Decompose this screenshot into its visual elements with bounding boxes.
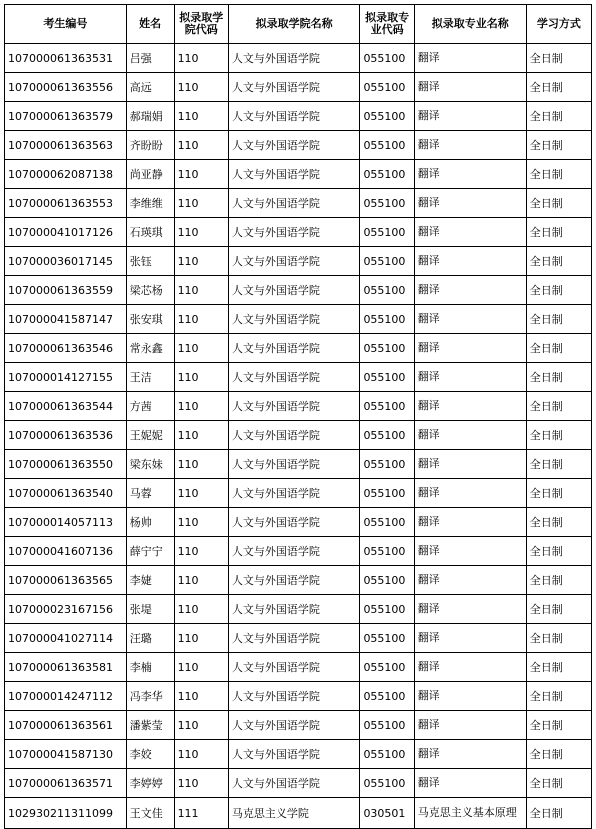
cell-major-name: 翻译 <box>414 276 526 305</box>
cell-college-code: 111 <box>174 798 228 829</box>
cell-candidate-id: 107000023167156 <box>5 595 127 624</box>
cell-study-mode: 全日制 <box>526 798 591 829</box>
cell-major-name: 翻译 <box>414 73 526 102</box>
cell-college-name: 人文与外国语学院 <box>228 653 360 682</box>
cell-college-name: 人文与外国语学院 <box>228 334 360 363</box>
header-major-name: 拟录取专业名称 <box>414 5 526 44</box>
table-row <box>5 276 592 305</box>
cell-major-name: 翻译 <box>414 218 526 247</box>
cell-candidate-id: 107000061363544 <box>5 392 127 421</box>
cell-college-code: 110 <box>174 247 228 276</box>
cell-major-code: 055100 <box>360 711 414 740</box>
table-row <box>5 479 592 508</box>
table-row <box>5 595 592 624</box>
cell-college-name: 人文与外国语学院 <box>228 566 360 595</box>
cell-major-code: 055100 <box>360 363 414 392</box>
cell-college-name: 人文与外国语学院 <box>228 160 360 189</box>
cell-college-code: 110 <box>174 102 228 131</box>
table-row <box>5 711 592 740</box>
cell-study-mode: 全日制 <box>526 305 591 334</box>
cell-name: 梁芯杨 <box>126 276 174 305</box>
cell-study-mode: 全日制 <box>526 508 591 537</box>
cell-major-code: 055100 <box>360 508 414 537</box>
cell-study-mode: 全日制 <box>526 624 591 653</box>
cell-college-code: 110 <box>174 769 228 798</box>
cell-major-code: 055100 <box>360 334 414 363</box>
cell-candidate-id: 107000061363550 <box>5 450 127 479</box>
header-row <box>5 5 592 44</box>
cell-candidate-id: 107000061363563 <box>5 131 127 160</box>
cell-college-name: 人文与外国语学院 <box>228 305 360 334</box>
cell-college-code: 110 <box>174 305 228 334</box>
cell-study-mode: 全日制 <box>526 595 591 624</box>
cell-major-name: 翻译 <box>414 682 526 711</box>
cell-name: 梁东妹 <box>126 450 174 479</box>
cell-major-code: 055100 <box>360 160 414 189</box>
cell-college-code: 110 <box>174 421 228 450</box>
cell-college-name: 人文与外国语学院 <box>228 44 360 73</box>
cell-study-mode: 全日制 <box>526 44 591 73</box>
cell-college-name: 人文与外国语学院 <box>228 247 360 276</box>
cell-study-mode: 全日制 <box>526 740 591 769</box>
header-major-code: 拟录取专业代码 <box>360 5 414 44</box>
cell-candidate-id: 107000061363546 <box>5 334 127 363</box>
cell-candidate-id: 107000014127155 <box>5 363 127 392</box>
cell-name: 王文佳 <box>126 798 174 829</box>
cell-candidate-id: 107000061363581 <box>5 653 127 682</box>
table-row <box>5 334 592 363</box>
cell-major-code: 055100 <box>360 44 414 73</box>
cell-name: 薛宁宁 <box>126 537 174 566</box>
cell-name: 李婷婷 <box>126 769 174 798</box>
cell-major-name: 翻译 <box>414 769 526 798</box>
cell-major-name: 翻译 <box>414 711 526 740</box>
cell-major-name: 翻译 <box>414 247 526 276</box>
cell-major-name: 翻译 <box>414 334 526 363</box>
cell-major-name: 翻译 <box>414 537 526 566</box>
table-row <box>5 537 592 566</box>
cell-college-name: 人文与外国语学院 <box>228 189 360 218</box>
table-row <box>5 247 592 276</box>
cell-name: 李楠 <box>126 653 174 682</box>
table-row <box>5 305 592 334</box>
header-college-name: 拟录取学院名称 <box>228 5 360 44</box>
table-body <box>5 44 592 829</box>
cell-college-code: 110 <box>174 450 228 479</box>
cell-major-name: 翻译 <box>414 305 526 334</box>
cell-study-mode: 全日制 <box>526 363 591 392</box>
cell-study-mode: 全日制 <box>526 769 591 798</box>
cell-college-code: 110 <box>174 595 228 624</box>
cell-study-mode: 全日制 <box>526 102 591 131</box>
table-row <box>5 769 592 798</box>
cell-major-name: 翻译 <box>414 131 526 160</box>
table-row <box>5 566 592 595</box>
cell-college-name: 人文与外国语学院 <box>228 624 360 653</box>
cell-college-name: 人文与外国语学院 <box>228 392 360 421</box>
cell-major-name: 翻译 <box>414 624 526 653</box>
cell-name: 张安琪 <box>126 305 174 334</box>
cell-major-name: 翻译 <box>414 363 526 392</box>
header-candidate-id: 考生编号 <box>5 5 127 44</box>
cell-college-code: 110 <box>174 363 228 392</box>
cell-candidate-id: 107000061363565 <box>5 566 127 595</box>
cell-name: 冯李华 <box>126 682 174 711</box>
cell-name: 汪璐 <box>126 624 174 653</box>
table-row <box>5 450 592 479</box>
table-row <box>5 363 592 392</box>
table-row <box>5 44 592 73</box>
cell-study-mode: 全日制 <box>526 276 591 305</box>
cell-major-name: 翻译 <box>414 653 526 682</box>
cell-candidate-id: 107000061363536 <box>5 421 127 450</box>
cell-name: 方茜 <box>126 392 174 421</box>
cell-major-name: 翻译 <box>414 508 526 537</box>
cell-major-code: 055100 <box>360 102 414 131</box>
cell-major-code: 055100 <box>360 479 414 508</box>
cell-major-code: 055100 <box>360 189 414 218</box>
cell-name: 张堤 <box>126 595 174 624</box>
cell-college-code: 110 <box>174 131 228 160</box>
cell-major-code: 055100 <box>360 421 414 450</box>
cell-major-name: 翻译 <box>414 160 526 189</box>
cell-study-mode: 全日制 <box>526 334 591 363</box>
cell-name: 王洁 <box>126 363 174 392</box>
cell-name: 常永鑫 <box>126 334 174 363</box>
cell-college-code: 110 <box>174 711 228 740</box>
cell-candidate-id: 107000041027114 <box>5 624 127 653</box>
cell-major-name: 翻译 <box>414 392 526 421</box>
cell-candidate-id: 107000061363553 <box>5 189 127 218</box>
cell-college-code: 110 <box>174 653 228 682</box>
cell-study-mode: 全日制 <box>526 392 591 421</box>
cell-name: 杨帅 <box>126 508 174 537</box>
cell-college-name: 人文与外国语学院 <box>228 769 360 798</box>
cell-study-mode: 全日制 <box>526 73 591 102</box>
cell-name: 高远 <box>126 73 174 102</box>
cell-college-code: 110 <box>174 566 228 595</box>
cell-college-name: 马克思主义学院 <box>228 798 360 829</box>
cell-college-name: 人文与外国语学院 <box>228 102 360 131</box>
cell-college-name: 人文与外国语学院 <box>228 450 360 479</box>
cell-college-code: 110 <box>174 73 228 102</box>
cell-major-code: 055100 <box>360 276 414 305</box>
cell-name: 张钰 <box>126 247 174 276</box>
cell-candidate-id: 107000014247112 <box>5 682 127 711</box>
cell-candidate-id: 107000061363556 <box>5 73 127 102</box>
cell-name: 石瑛琪 <box>126 218 174 247</box>
cell-major-code: 055100 <box>360 305 414 334</box>
cell-study-mode: 全日制 <box>526 653 591 682</box>
cell-major-code: 055100 <box>360 131 414 160</box>
cell-college-code: 110 <box>174 218 228 247</box>
cell-candidate-id: 107000041017126 <box>5 218 127 247</box>
cell-study-mode: 全日制 <box>526 479 591 508</box>
cell-candidate-id: 107000061363540 <box>5 479 127 508</box>
cell-study-mode: 全日制 <box>526 421 591 450</box>
cell-candidate-id: 102930211311099 <box>5 798 127 829</box>
table-row <box>5 421 592 450</box>
cell-major-code: 055100 <box>360 653 414 682</box>
cell-candidate-id: 107000041587130 <box>5 740 127 769</box>
table-row <box>5 160 592 189</box>
cell-candidate-id: 107000036017145 <box>5 247 127 276</box>
cell-candidate-id: 107000061363559 <box>5 276 127 305</box>
table-row <box>5 740 592 769</box>
cell-college-code: 110 <box>174 189 228 218</box>
cell-candidate-id: 107000041607136 <box>5 537 127 566</box>
cell-major-code: 055100 <box>360 740 414 769</box>
cell-major-code: 055100 <box>360 73 414 102</box>
cell-college-name: 人文与外国语学院 <box>228 595 360 624</box>
cell-study-mode: 全日制 <box>526 160 591 189</box>
header-name: 姓名 <box>126 5 174 44</box>
cell-name: 齐盼盼 <box>126 131 174 160</box>
cell-study-mode: 全日制 <box>526 131 591 160</box>
cell-major-code: 055100 <box>360 682 414 711</box>
cell-college-code: 110 <box>174 479 228 508</box>
cell-major-name: 翻译 <box>414 740 526 769</box>
cell-candidate-id: 107000062087138 <box>5 160 127 189</box>
cell-college-name: 人文与外国语学院 <box>228 276 360 305</box>
cell-study-mode: 全日制 <box>526 711 591 740</box>
cell-study-mode: 全日制 <box>526 247 591 276</box>
cell-college-code: 110 <box>174 537 228 566</box>
cell-major-name: 翻译 <box>414 189 526 218</box>
cell-name: 潘紫莹 <box>126 711 174 740</box>
cell-major-name: 马克思主义基本原理 <box>414 798 526 829</box>
cell-major-code: 055100 <box>360 392 414 421</box>
cell-college-name: 人文与外国语学院 <box>228 479 360 508</box>
cell-college-name: 人文与外国语学院 <box>228 682 360 711</box>
table-row <box>5 131 592 160</box>
cell-candidate-id: 107000061363579 <box>5 102 127 131</box>
cell-candidate-id: 107000061363571 <box>5 769 127 798</box>
cell-candidate-id: 107000061363531 <box>5 44 127 73</box>
cell-college-code: 110 <box>174 334 228 363</box>
table-row <box>5 798 592 829</box>
cell-college-name: 人文与外国语学院 <box>228 508 360 537</box>
cell-college-code: 110 <box>174 44 228 73</box>
cell-major-name: 翻译 <box>414 479 526 508</box>
cell-college-name: 人文与外国语学院 <box>228 537 360 566</box>
cell-name: 吕强 <box>126 44 174 73</box>
cell-major-name: 翻译 <box>414 566 526 595</box>
cell-name: 李维维 <box>126 189 174 218</box>
table-row <box>5 624 592 653</box>
admission-table <box>4 4 592 829</box>
cell-name: 马蓉 <box>126 479 174 508</box>
cell-college-name: 人文与外国语学院 <box>228 740 360 769</box>
cell-major-name: 翻译 <box>414 44 526 73</box>
cell-name: 李婕 <box>126 566 174 595</box>
header-study-mode: 学习方式 <box>526 5 591 44</box>
cell-major-code: 030501 <box>360 798 414 829</box>
cell-college-code: 110 <box>174 160 228 189</box>
cell-college-code: 110 <box>174 276 228 305</box>
cell-major-code: 055100 <box>360 769 414 798</box>
cell-major-code: 055100 <box>360 218 414 247</box>
cell-study-mode: 全日制 <box>526 189 591 218</box>
cell-college-name: 人文与外国语学院 <box>228 73 360 102</box>
cell-major-code: 055100 <box>360 566 414 595</box>
cell-study-mode: 全日制 <box>526 682 591 711</box>
cell-college-name: 人文与外国语学院 <box>228 218 360 247</box>
cell-major-code: 055100 <box>360 247 414 276</box>
cell-name: 李姣 <box>126 740 174 769</box>
cell-name: 尚亚静 <box>126 160 174 189</box>
table-row <box>5 218 592 247</box>
cell-candidate-id: 107000014057113 <box>5 508 127 537</box>
cell-college-code: 110 <box>174 392 228 421</box>
cell-study-mode: 全日制 <box>526 218 591 247</box>
table-row <box>5 73 592 102</box>
cell-college-code: 110 <box>174 508 228 537</box>
cell-candidate-id: 107000041587147 <box>5 305 127 334</box>
cell-name: 王妮妮 <box>126 421 174 450</box>
cell-college-code: 110 <box>174 682 228 711</box>
cell-major-code: 055100 <box>360 595 414 624</box>
table-row <box>5 682 592 711</box>
cell-major-code: 055100 <box>360 450 414 479</box>
cell-college-name: 人文与外国语学院 <box>228 363 360 392</box>
cell-major-code: 055100 <box>360 624 414 653</box>
cell-major-name: 翻译 <box>414 102 526 131</box>
cell-major-name: 翻译 <box>414 421 526 450</box>
table-row <box>5 102 592 131</box>
header-college-code: 拟录取学院代码 <box>174 5 228 44</box>
cell-major-name: 翻译 <box>414 450 526 479</box>
cell-candidate-id: 107000061363561 <box>5 711 127 740</box>
cell-name: 郝瑞娟 <box>126 102 174 131</box>
cell-study-mode: 全日制 <box>526 450 591 479</box>
cell-study-mode: 全日制 <box>526 566 591 595</box>
table-row <box>5 653 592 682</box>
table-row <box>5 508 592 537</box>
cell-college-name: 人文与外国语学院 <box>228 131 360 160</box>
table-row <box>5 392 592 421</box>
cell-college-name: 人文与外国语学院 <box>228 711 360 740</box>
cell-college-name: 人文与外国语学院 <box>228 421 360 450</box>
cell-major-name: 翻译 <box>414 595 526 624</box>
cell-study-mode: 全日制 <box>526 537 591 566</box>
cell-college-code: 110 <box>174 624 228 653</box>
cell-major-code: 055100 <box>360 537 414 566</box>
table-row <box>5 189 592 218</box>
cell-college-code: 110 <box>174 740 228 769</box>
